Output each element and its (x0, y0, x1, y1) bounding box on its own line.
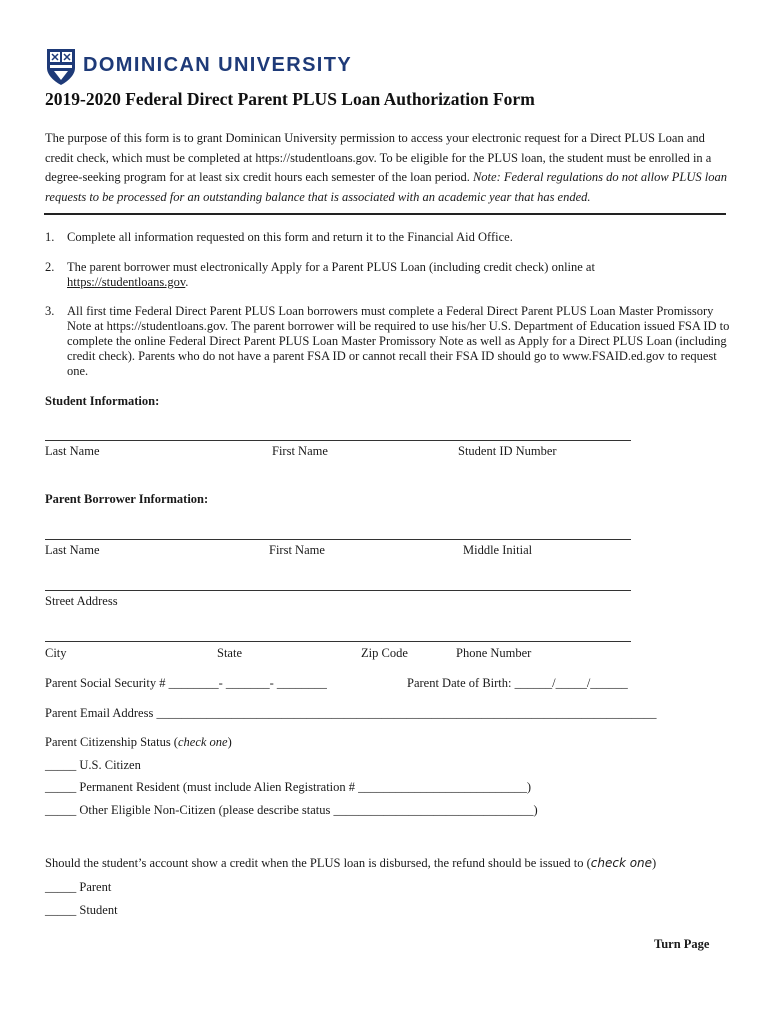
citizenship-close: ) (227, 735, 232, 749)
instruction-number: 1. (45, 230, 55, 244)
parent-middle-initial-label: Middle Initial (463, 543, 533, 557)
citizenship-status-label (45, 735, 232, 750)
student-first-name-label: First Name (272, 444, 328, 458)
instruction-number: 3. (45, 304, 55, 318)
instruction-number: 2. (45, 260, 55, 274)
zip-code-label: Zip Code (361, 646, 408, 660)
page-title: 2019-2020 Federal Direct Parent PLUS Loan Authorization Form (45, 89, 535, 109)
section-divider (44, 213, 726, 215)
parent-last-name-label: Last Name (45, 543, 100, 557)
parent-info-heading: Parent Borrower Information: (45, 492, 209, 506)
city-state-zip-line[interactable] (45, 641, 631, 642)
student-last-name-label: Last Name (45, 444, 100, 458)
intro-text: The purpose of this form is to grant Dominican University permission to access your electronic request for a Direct PLUS Loan and credit check, which must be completed at https://studentloans.gov. To be eligible for the PLUS loan, the student must be enrolled in a degree-seeking program for at least six credit hours each semester of the loan period. (45, 131, 712, 184)
parent-first-name-label: First Name (269, 543, 325, 557)
student-id-label: Student ID Number (458, 444, 557, 458)
parent-name-line[interactable] (45, 539, 631, 540)
state-label: State (217, 646, 242, 660)
university-logo-text: DOMINICAN UNIVERSITY (83, 54, 353, 76)
student-name-line[interactable] (45, 440, 631, 441)
parent-ssn-field[interactable]: Parent Social Security # ________- _______- ________ (45, 676, 327, 690)
street-address-label: Street Address (45, 594, 118, 608)
instruction-text: All first time Federal Direct Parent PLUS Loan borrowers must complete a Federal Direct Parent PLUS Loan Master Promissory Note at https://studentloans.gov. The parent borrower will be required to use his/her U.S. Department of Education issued FSA ID to complete the online Federal Direct Parent PLUS Loan Master Promissory Note as well as Apply for a Direct PLUS Loan (including credit check). Parents who do not have a parent FSA ID or cannot recall their FSA ID should go to www.FSAID.ed.gov to request one. (67, 304, 730, 378)
instruction-item-3 (45, 304, 735, 380)
turn-page-label: Turn Page (654, 937, 710, 951)
refund-option-parent[interactable]: _____ Parent (45, 880, 112, 894)
instruction-text-wrap (67, 260, 732, 290)
citizenship-option-permanent-resident[interactable]: _____ Permanent Resident (must include Alien Registration # ___________________________) (45, 780, 532, 794)
instruction-item-2 (45, 260, 735, 292)
street-address-line[interactable] (45, 590, 631, 591)
instruction-suffix: . (185, 275, 189, 289)
shield-crest-icon (46, 48, 76, 86)
refund-question-text: Should the student’s account show a credit when the PLUS loan is disbursed, the refund should be issued to ( (45, 856, 591, 870)
refund-check-one: check one (590, 856, 653, 870)
refund-close: ) (652, 856, 657, 870)
citizenship-option-eligible-non-citizen[interactable]: _____ Other Eligible Non-Citizen (please describe status ________________________________) (45, 803, 538, 817)
citizenship-option-us-citizen[interactable]: _____ U.S. Citizen (45, 758, 141, 772)
citizenship-check-one: check one (177, 735, 228, 749)
intro-note: Note: Federal regulations do not allow PLUS loan requests to be processed for an outstanding balance that is associated with an academic year that has ended. (45, 170, 728, 204)
city-label: City (45, 646, 67, 660)
student-info-heading: Student Information: (45, 394, 160, 408)
refund-option-student[interactable]: _____ Student (45, 903, 118, 917)
parent-email-field[interactable]: Parent Email Address ________________________________________________________________________________ (45, 706, 657, 720)
phone-number-label: Phone Number (456, 646, 532, 660)
instruction-item-1 (45, 230, 735, 246)
parent-dob-field[interactable]: Parent Date of Birth: ______/_____/______ (407, 676, 628, 690)
instruction-text: The parent borrower must electronically Apply for a Parent PLUS Loan (including credit check) online at (67, 260, 595, 274)
instruction-text: Complete all information requested on this form and return it to the Financial Aid Office. (67, 230, 513, 244)
refund-question (45, 856, 656, 871)
intro-paragraph (45, 129, 730, 207)
studentloans-link[interactable]: https://studentloans.gov (67, 275, 186, 289)
citizenship-label-text: Parent Citizenship Status ( (45, 735, 178, 749)
